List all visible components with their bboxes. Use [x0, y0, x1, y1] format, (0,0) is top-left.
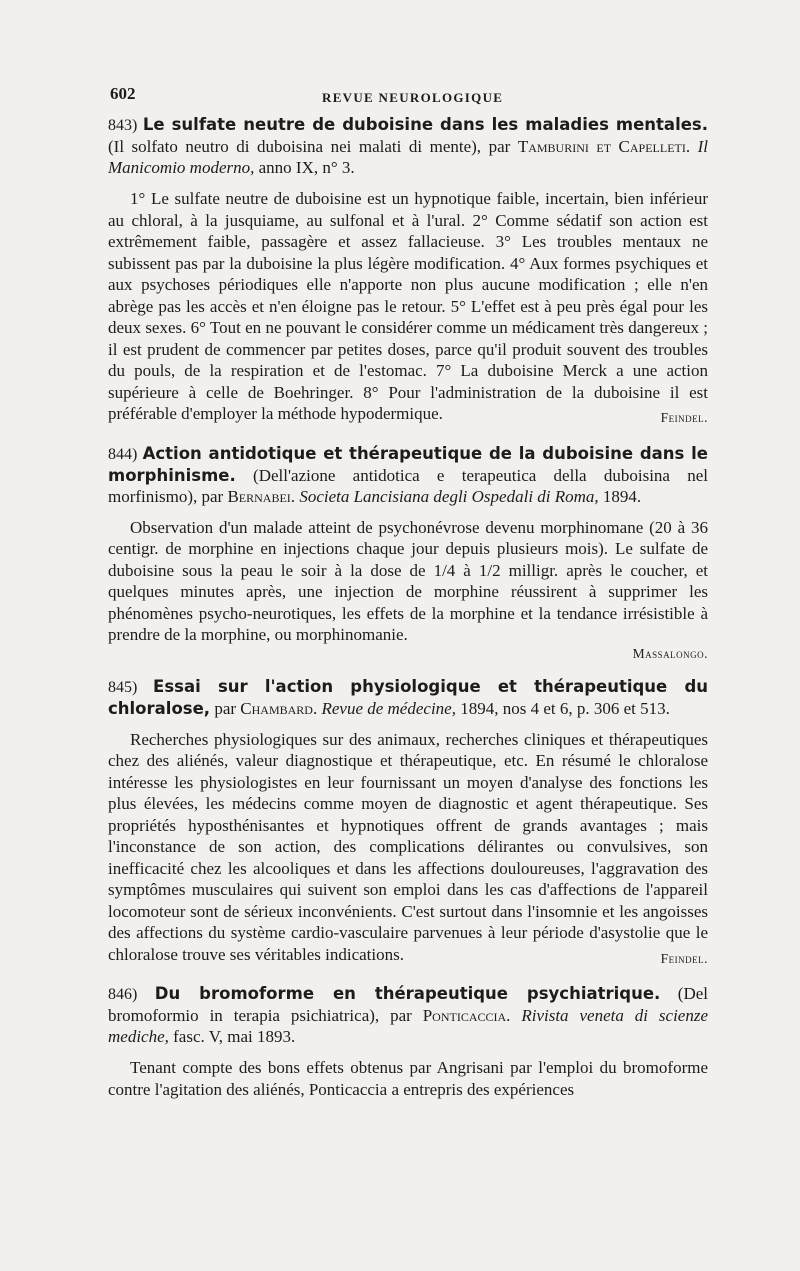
article-number: 844): [108, 445, 138, 463]
article-number: 846): [108, 986, 138, 1003]
by-word: par: [390, 1006, 412, 1025]
article-846: [108, 983, 708, 1100]
article-source: Il Manicomio moderno,: [108, 137, 709, 177]
article-signature: Feindel.: [660, 950, 708, 966]
article-title: Le sulfate neutre de duboisine dans les maladies mentales.: [142, 115, 709, 134]
article-number: 845): [108, 678, 138, 696]
article-summary: 1° Le sulfate neutre de duboisine est un hypnotique faible, incertain, bien inférieur au chloral, à la jusquiame, au sulfonal et à l'ural. 2° Comme sédatif son action est extrêmement faible, passagère et assez fallacieuse. 3° Les troubles mentaux ne subissent pas par la duboisine la plus légère modification. 4° Aux formes psychiques et aux psychoses périodiques elle n'apporte non plus aucune modification ; elle n'en abrège pas les accès et n'en éloigne pas le retour. 5° L'effet est à peu près égal pour les deux sexes. 6° Tout en ne pouvant le considérer comme un médicament très dangereux ; il est prudent de commencer par petites doses, parce qu'il produit souvent des troubles du pouls, de la respiration et de l'estomac. 7° La duboisine Merck a une action supérieure à celle de Boehringer. 8° Pour l'administration de la duboisine il est préférable d'employer la méthode hypodermique. Feindel.: [108, 188, 708, 425]
journal-title: REVUE NEUROLOGIQUE: [322, 90, 504, 105]
article-number: 843): [108, 117, 138, 134]
running-head: [108, 76, 708, 108]
page-number: 602: [110, 84, 136, 103]
original-title: (Dell'azione antidotica e terapeutica della duboisina nel morfinismo),: [108, 465, 708, 506]
by-word: par: [488, 137, 511, 156]
article-header: [108, 114, 708, 178]
article-summary: Tenant compte des bons effets obtenus par Angrisani par l'emploi du bromoforme contre l'agitation des aliénés, Ponticaccia a entrepris des expériences: [108, 1058, 708, 1099]
article-header: [108, 676, 708, 719]
article-source: Revue de médecine,: [321, 698, 456, 718]
article-845: [108, 676, 708, 984]
by-word: par: [201, 486, 224, 506]
article-header: [108, 443, 708, 507]
article-header: [108, 983, 708, 1047]
article-source: Rivista veneta di scienze mediche,: [108, 1006, 708, 1046]
article-authors: Tamburini et Capelleti.: [517, 137, 691, 156]
article-authors: Chambard.: [240, 698, 318, 718]
article-summary: Observation d'un malade atteint de psychonévrose devenu morphinomane (20 à 36 centigr. de morphine en injections chaque jour depuis plusieurs mois). Le sulfate de duboisine sous la peau le soir à la dose de 1/4 à 1/2 milligr. après le coucher, et quelques minutes après, une injection de morphine réussirent à supprimer les phénomènes psycho-neurotiques, les effets de la morphine et la tendance irrésistible à prendre de la morphine, ou morphinomanie.: [108, 517, 708, 644]
by-word: par: [214, 698, 237, 718]
article-title: Essai sur l'action physiologique et thérapeutique du chloralose,: [108, 676, 709, 718]
article-summary: Recherches physiologiques sur des animaux, recherches cliniques et thérapeutiques chez des aliénés, valeur diagnostique et thérapeutique, etc. En résumé le chloralose intéresse les physiologistes en leur fournissant un moyen d'analyse des fonctions les plus élevées, les médecins comme moyen de diagnostic et agent thérapeutique. Ses propriétés hyposthénisantes et hypnotiques offrent de grands avantages ; mais l'inconstance de son action, des complications délirantes ou convulsives, son inefficacité chez les alcooliques et dans les affections douloureuses, l'aggravation des symptômes musculaires qui suivent son emploi dans les cas d'affections de l'appareil locomoteur sont de sérieux inconvénients. C'est surtout dans l'insomnie et les angoisses des affections du système cardio-vasculaire parvenues à leur période d'asystolie que le chloralose trouve ses véritables indications. Feindel.: [108, 729, 708, 966]
original-title: (Il solfato neutro di duboisina nei malati di mente),: [108, 137, 482, 156]
article-title: Action antidotique et thérapeutique de la duboisine dans le morphinisme.: [108, 443, 708, 485]
article-authors: Bernabei.: [227, 486, 296, 506]
article-source: Societa Lancisiana degli Ospedali di Roma,: [299, 486, 599, 506]
article-details: anno IX, n° 3.: [258, 158, 355, 177]
article-details: 1894, nos 4 et 6, p. 306 et 513.: [460, 698, 670, 718]
article-title: Du bromoforme en thérapeutique psychiatrique.: [154, 984, 661, 1003]
article-signature: Feindel.: [660, 410, 708, 425]
article-details: fasc. V, mai 1893.: [173, 1027, 296, 1046]
article-843: [108, 114, 708, 443]
original-title: (Del bromoformio in terapia psichiatrica),: [108, 984, 708, 1025]
article-signature: Massalongo.: [632, 645, 708, 661]
article-844: [108, 443, 708, 662]
article-details: 1894.: [602, 486, 642, 506]
article-authors: Ponticaccia.: [422, 1006, 511, 1025]
